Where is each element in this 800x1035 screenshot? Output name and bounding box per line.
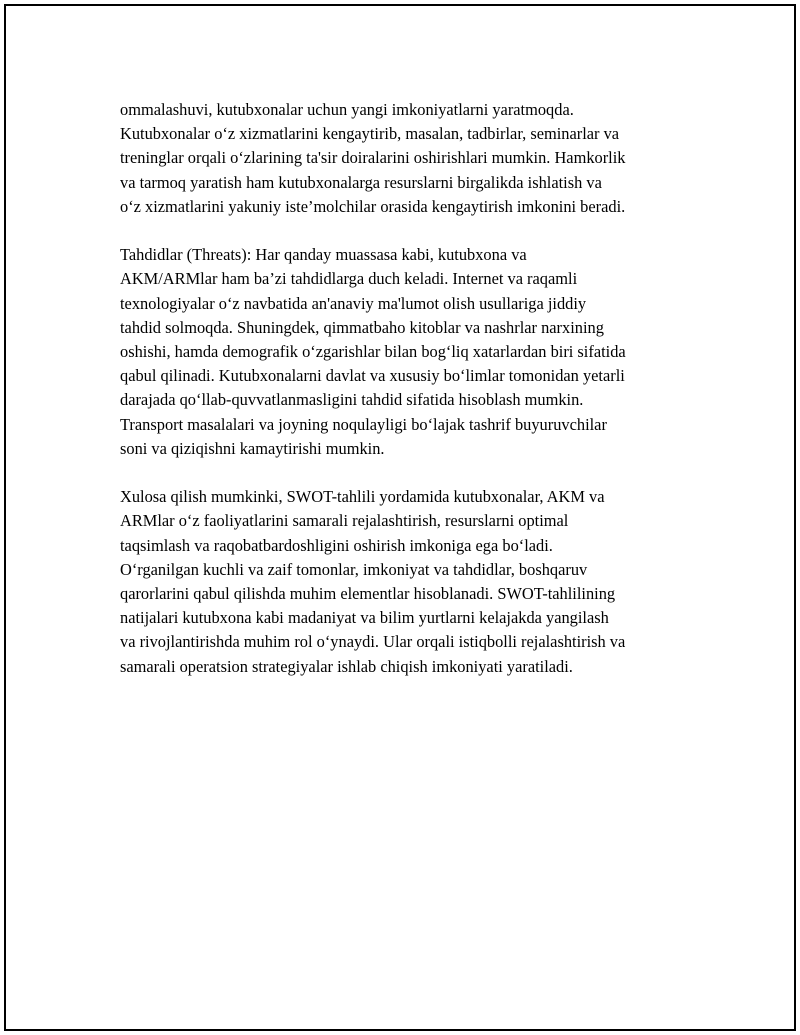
page-content	[120, 98, 700, 703]
text-line: taqsimlash va raqobatbardoshligini oshirish imkoniga ega bo‘ladi.	[120, 535, 553, 555]
text-line: o‘z xizmatlarini yakuniy iste’molchilar orasida kengaytirish imkonini beradi.	[120, 196, 626, 216]
text-line: soni va qiziqishni kamaytirishi mumkin.	[120, 438, 385, 458]
text-line: ARMlar o‘z faoliyatlarini samarali rejalashtirish, resurslarni optimal	[120, 511, 569, 531]
text-line: ommalashuvi, kutubxonalar uchun yangi imkoniyatlarni yaratmoqda.	[120, 100, 574, 119]
text-line: va tarmoq yaratish ham kutubxonalarga resurslarni birgalikda ishlatish va	[120, 172, 602, 192]
page-frame	[4, 4, 796, 1031]
text-line: texnologiyalar o‘z navbatida an'anaviy ma'lumot olish usullariga jiddiy	[120, 293, 587, 313]
text-line: Kutubxonalar o‘z xizmatlarini kengaytirib, masalan, tadbirlar, seminarlar va	[120, 124, 620, 144]
text-line: treninglar orqali o‘zlarining ta'sir doiralarini oshirishlari mumkin. Hamkorlik	[120, 148, 626, 168]
text-line: Transport masalalari va joyning noqulayligi bo‘lajak tashrif buyuruvchilar	[120, 414, 607, 434]
paragraph-opportunities-continued	[120, 98, 700, 219]
paragraph-conclusion	[120, 485, 700, 679]
text-line: AKM/ARMlar ham ba’zi tahdidlarga duch keladi. Internet va raqamli	[120, 269, 578, 289]
text-line: qarorlarini qabul qilishda muhim elementlar hisoblanadi. SWOT-tahlilining	[120, 584, 616, 604]
text-line: tahdid solmoqda. Shuningdek, qimmatbaho kitoblar va nashrlar narxining	[120, 317, 604, 337]
text-line: oshishi, hamda demografik o‘zgarishlar bilan bog‘liq xatarlardan biri sifatida	[120, 342, 626, 362]
text-line: Xulosa qilish mumkinki, SWOT-tahlili yordamida kutubxonalar, AKM va	[120, 487, 605, 507]
text-line: darajada qo‘llab-quvvatlanmasligini tahdid sifatida hisoblash mumkin.	[120, 390, 584, 410]
text-line: natijalari kutubxona kabi madaniyat va bilim yurtlarni kelajakda yangilash	[120, 608, 609, 628]
text-line: O‘rganilgan kuchli va zaif tomonlar, imkoniyat va tahdidlar, boshqaruv	[120, 559, 588, 579]
text-line: Tahdidlar (Threats): Har qanday muassasa kabi, kutubxona va	[120, 245, 527, 265]
text-line: samarali operatsion strategiyalar ishlab chiqish imkoniyati yaratiladi.	[120, 656, 573, 676]
paragraph-threats	[120, 243, 700, 461]
text-line: va rivojlantirishda muhim rol o‘ynaydi. Ular orqali istiqbolli rejalashtirish va	[120, 632, 626, 652]
text-line: qabul qilinadi. Kutubxonalarni davlat va xususiy bo‘limlar tomonidan yetarli	[120, 366, 625, 386]
